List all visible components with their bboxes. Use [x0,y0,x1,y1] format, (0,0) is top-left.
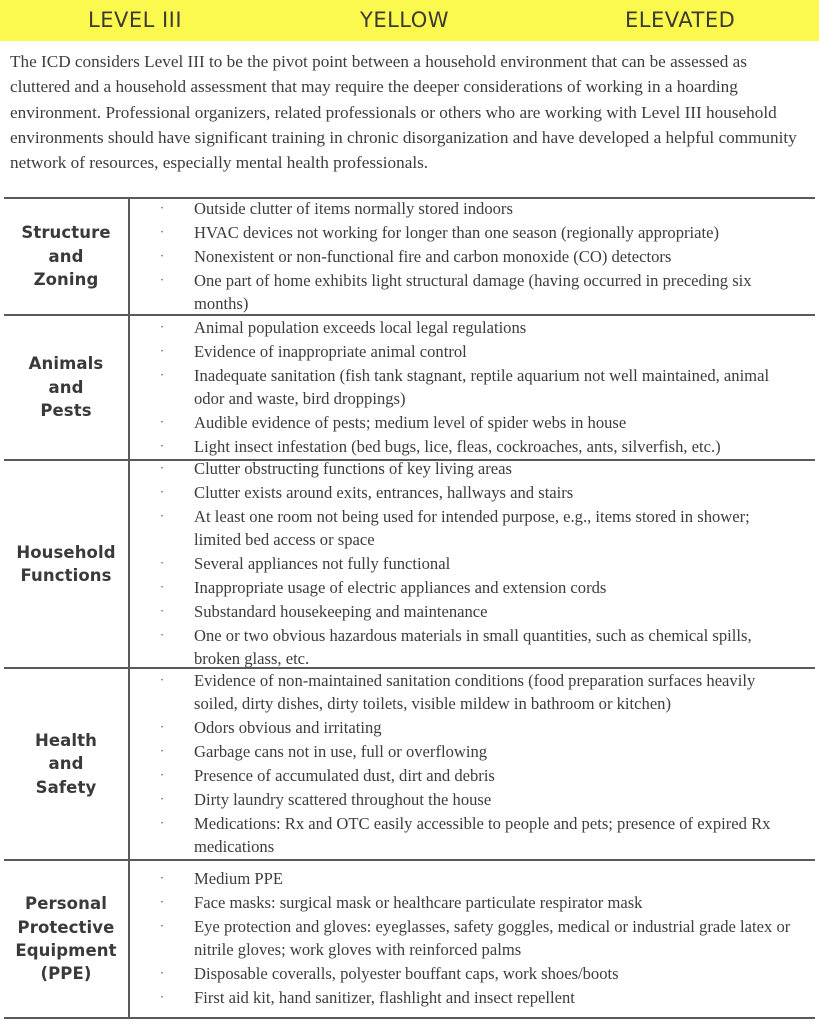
bullet-icon: · [159,223,165,239]
category-cell [4,861,130,1017]
bullet-icon: · [159,894,165,910]
criteria-item [130,435,805,459]
criteria-item [130,411,805,435]
criteria-item-text: Garbage cans not in use, full or overflowing [194,741,488,761]
criteria-item [130,457,805,481]
criteria-list [130,669,815,859]
criteria-item [130,624,805,671]
table-row [4,316,815,461]
bullet-icon: · [159,965,165,981]
criteria-item-text: Evidence of inappropriate animal control [194,341,467,361]
bullet-icon: · [159,718,165,734]
table-row [4,669,815,861]
criteria-item-text: Clutter obstructing functions of key living areas [194,458,512,478]
criteria-list [130,861,815,1017]
criteria-item [130,669,805,716]
category-label: Personal Protective Equipment (PPE) [15,894,117,984]
banner-status-label: ELEVATED [625,8,736,32]
criteria-item [130,505,805,552]
level-banner [0,0,819,41]
level-criteria-table [4,197,815,1019]
criteria-item [130,576,805,600]
criteria-item [130,740,805,764]
bullet-icon: · [159,602,165,618]
criteria-item [130,812,805,859]
criteria-item-text: Clutter exists around exits, entrances, hallways and stairs [194,482,574,502]
criteria-item [130,269,805,316]
category-label: Health and Safety [34,731,98,797]
criteria-list [130,199,815,314]
criteria-item-text: Face masks: surgical mask or healthcare particulate respirator mask [194,893,643,913]
criteria-item-text: One part of home exhibits light structural damage (having occurred in preceding six months) [194,270,752,313]
criteria-item-text: At least one room not being used for intended purpose, e.g., items stored in shower; limited bed access or space [194,506,750,549]
criteria-item [130,316,805,340]
criteria-item-text: Odors obvious and irritating [194,717,382,737]
criteria-item-text: Outside clutter of items normally stored indoors [194,198,513,218]
table-row [4,458,815,669]
criteria-item-text: Inadequate sanitation (fish tank stagnant, reptile aquarium not well maintained, animal odor and waste, bird droppings) [194,365,770,408]
bullet-icon: · [159,766,165,782]
bullet-icon: · [159,578,165,594]
criteria-item-text: HVAC devices not working for longer than one season (regionally appropriate) [194,222,720,242]
criteria-item [130,962,805,986]
criteria-item [130,916,805,963]
table-row [4,199,815,316]
bullet-icon: · [159,342,165,358]
bullet-icon: · [159,671,165,687]
bullet-icon: · [159,437,165,453]
bullet-icon: · [159,742,165,758]
criteria-item [130,867,805,891]
bullet-icon: · [159,459,165,475]
intro-paragraph: The ICD considers Level III to be the pivot point between a household environment that can be assessed as cluttered and a household assessment that may require the deeper considerations of working in a hoarding environment. Professional organizers, related professionals or others who are working with Level III household environments should have significant training in chronic disorganization and have developed a helpful community network of resources, especially mental health professionals. [10,52,797,173]
bullet-icon: · [159,247,165,263]
criteria-item-text: Eye protection and gloves: eyeglasses, safety goggles, medical or industrial grade latex or nitrile gloves; work gloves with reinforced palms [194,917,791,959]
bullet-icon: · [159,366,165,382]
criteria-item-text: Audible evidence of pests; medium level of spider webs in house [194,412,627,432]
criteria-item [130,891,805,915]
criteria-item-text: Inappropriate usage of electric appliances and extension cords [194,577,607,597]
criteria-item [130,221,805,245]
criteria-item-text: Medications: Rx and OTC easily accessible to people and pets; presence of expired Rx medications [194,813,771,856]
category-cell [4,316,130,459]
criteria-item-text: Nonexistent or non-functional fire and carbon monoxide (CO) detectors [194,246,672,266]
bullet-icon: · [159,554,165,570]
criteria-item-text: Substandard housekeeping and maintenance [194,601,488,621]
bullet-icon: · [159,814,165,830]
bullet-icon: · [159,790,165,806]
bullet-icon: · [159,483,165,499]
criteria-item [130,364,805,411]
bullet-icon: · [159,989,165,1005]
bullet-icon: · [159,271,165,287]
criteria-item [130,197,805,221]
criteria-item [130,245,805,269]
category-cell [4,199,130,314]
banner-color-label: YELLOW [360,8,450,32]
criteria-item [130,340,805,364]
criteria-item-text: Presence of accumulated dust, dirt and debris [194,765,495,785]
criteria-item [130,600,805,624]
bullet-icon: · [159,318,165,334]
criteria-item-text: Evidence of non-maintained sanitation conditions (food preparation surfaces heavily soiled, dirty dishes, dirty toilets, visible mildew in bathroom or kitchen) [194,670,756,713]
criteria-item-text: Animal population exceeds local legal regulations [194,317,527,337]
criteria-item-text: Several appliances not fully functional [194,553,451,573]
bullet-icon: · [159,507,165,523]
criteria-item-text: Light insect infestation (bed bugs, lice, fleas, cockroaches, ants, silverfish, etc.) [194,436,721,456]
category-label: Household Functions [16,542,116,586]
criteria-item [130,716,805,740]
criteria-item [130,764,805,788]
bullet-icon: · [159,199,165,215]
criteria-item-text: Medium PPE [194,868,283,888]
criteria-item [130,552,805,576]
bullet-icon: · [159,869,165,885]
criteria-item-text: One or two obvious hazardous materials in small quantities, such as chemical spills, broken glass, etc. [194,626,752,668]
criteria-item-text: Disposable coveralls, polyester bouffant caps, work shoes/boots [194,964,619,984]
criteria-list [130,316,815,459]
category-cell [4,461,130,667]
bullet-icon: · [159,627,165,642]
banner-level-label: LEVEL III [88,8,183,32]
criteria-item-text: First aid kit, hand sanitizer, flashlight and insect repellent [194,988,575,1008]
criteria-item-text: Dirty laundry scattered throughout the house [194,789,492,809]
criteria-item [130,788,805,812]
bullet-icon: · [159,918,165,934]
criteria-list [130,458,815,668]
table-row [4,861,815,1017]
criteria-item [130,987,805,1011]
category-label: Structure and Zoning [21,223,111,290]
category-label: Animals and Pests [28,354,104,421]
category-cell [4,669,130,859]
bullet-icon: · [159,413,165,429]
criteria-item [130,481,805,505]
